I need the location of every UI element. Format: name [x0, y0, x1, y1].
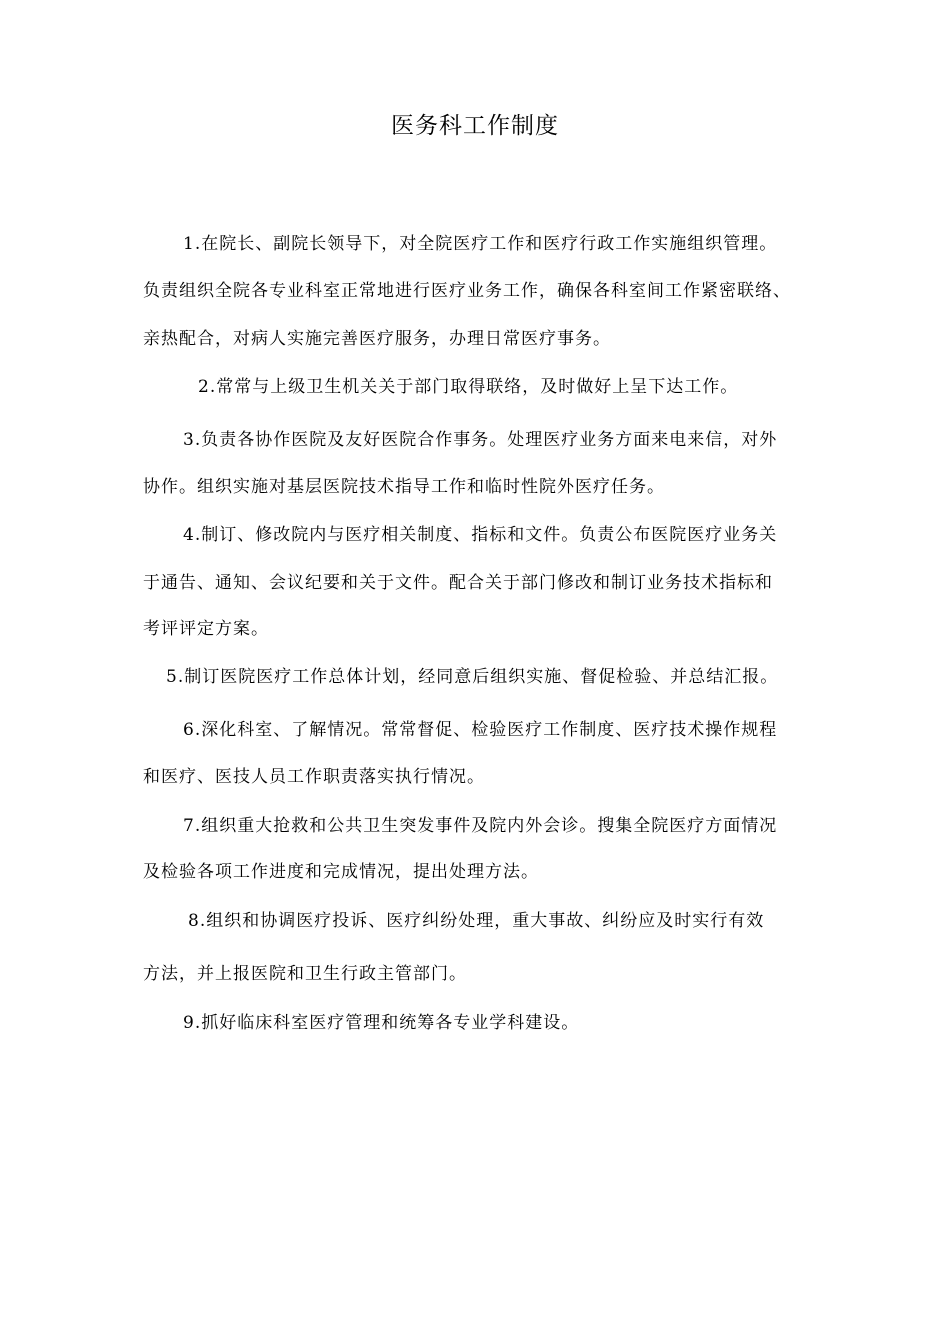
item-4-line-3: 考评评定方案。 — [143, 619, 269, 639]
item-5-line-1: 5.制订医院医疗工作总体计划，经同意后组织实施、督促检验、并总结汇报。 — [166, 667, 779, 687]
item-4-line-2: 于通告、通知、会议纪要和关于文件。配合关于部门修改和制订业务技术指标和 — [143, 573, 773, 593]
item-4-line-1: 4.制订、修改院内与医疗相关制度、指标和文件。负责公布医院医疗业务关 — [183, 525, 778, 545]
item-8-line-2: 方法，并上报医院和卫生行政主管部门。 — [143, 964, 467, 984]
item-7-line-1: 7.组织重大抢救和公共卫生突发事件及院内外会诊。搜集全院医疗方面情况 — [183, 816, 778, 836]
item-1-line-3: 亲热配合，对病人实施完善医疗服务，办理日常医疗事务。 — [143, 329, 611, 349]
item-6-line-2: 和医疗、医技人员工作职责落实执行情况。 — [143, 767, 485, 787]
item-2-line-1: 2.常常与上级卫生机关关于部门取得联络，及时做好上呈下达工作。 — [198, 377, 739, 397]
item-6-line-1: 6.深化科室、了解情况。常常督促、检验医疗工作制度、医疗技术操作规程 — [183, 720, 778, 740]
item-1-line-1: 1.在院长、副院长领导下，对全院医疗工作和医疗行政工作实施组织管理。 — [183, 234, 778, 254]
item-8-line-1: 8.组织和协调医疗投诉、医疗纠纷处理，重大事故、纠纷应及时实行有效 — [188, 911, 765, 931]
item-9-line-1: 9.抓好临床科室医疗管理和统筹各专业学科建设。 — [183, 1013, 580, 1033]
item-1-line-2: 负责组织全院各专业科室正常地进行医疗业务工作，确保各科室间工作紧密联络、 — [143, 281, 791, 301]
page-title: 医务科工作制度 — [391, 113, 559, 139]
item-3-line-2: 协作。组织实施对基层医院技术指导工作和临时性院外医疗任务。 — [143, 477, 665, 497]
item-7-line-2: 及检验各项工作进度和完成情况，提出处理方法。 — [143, 862, 539, 882]
item-3-line-1: 3.负责各协作医院及友好医院合作事务。处理医疗业务方面来电来信，对外 — [183, 430, 778, 450]
